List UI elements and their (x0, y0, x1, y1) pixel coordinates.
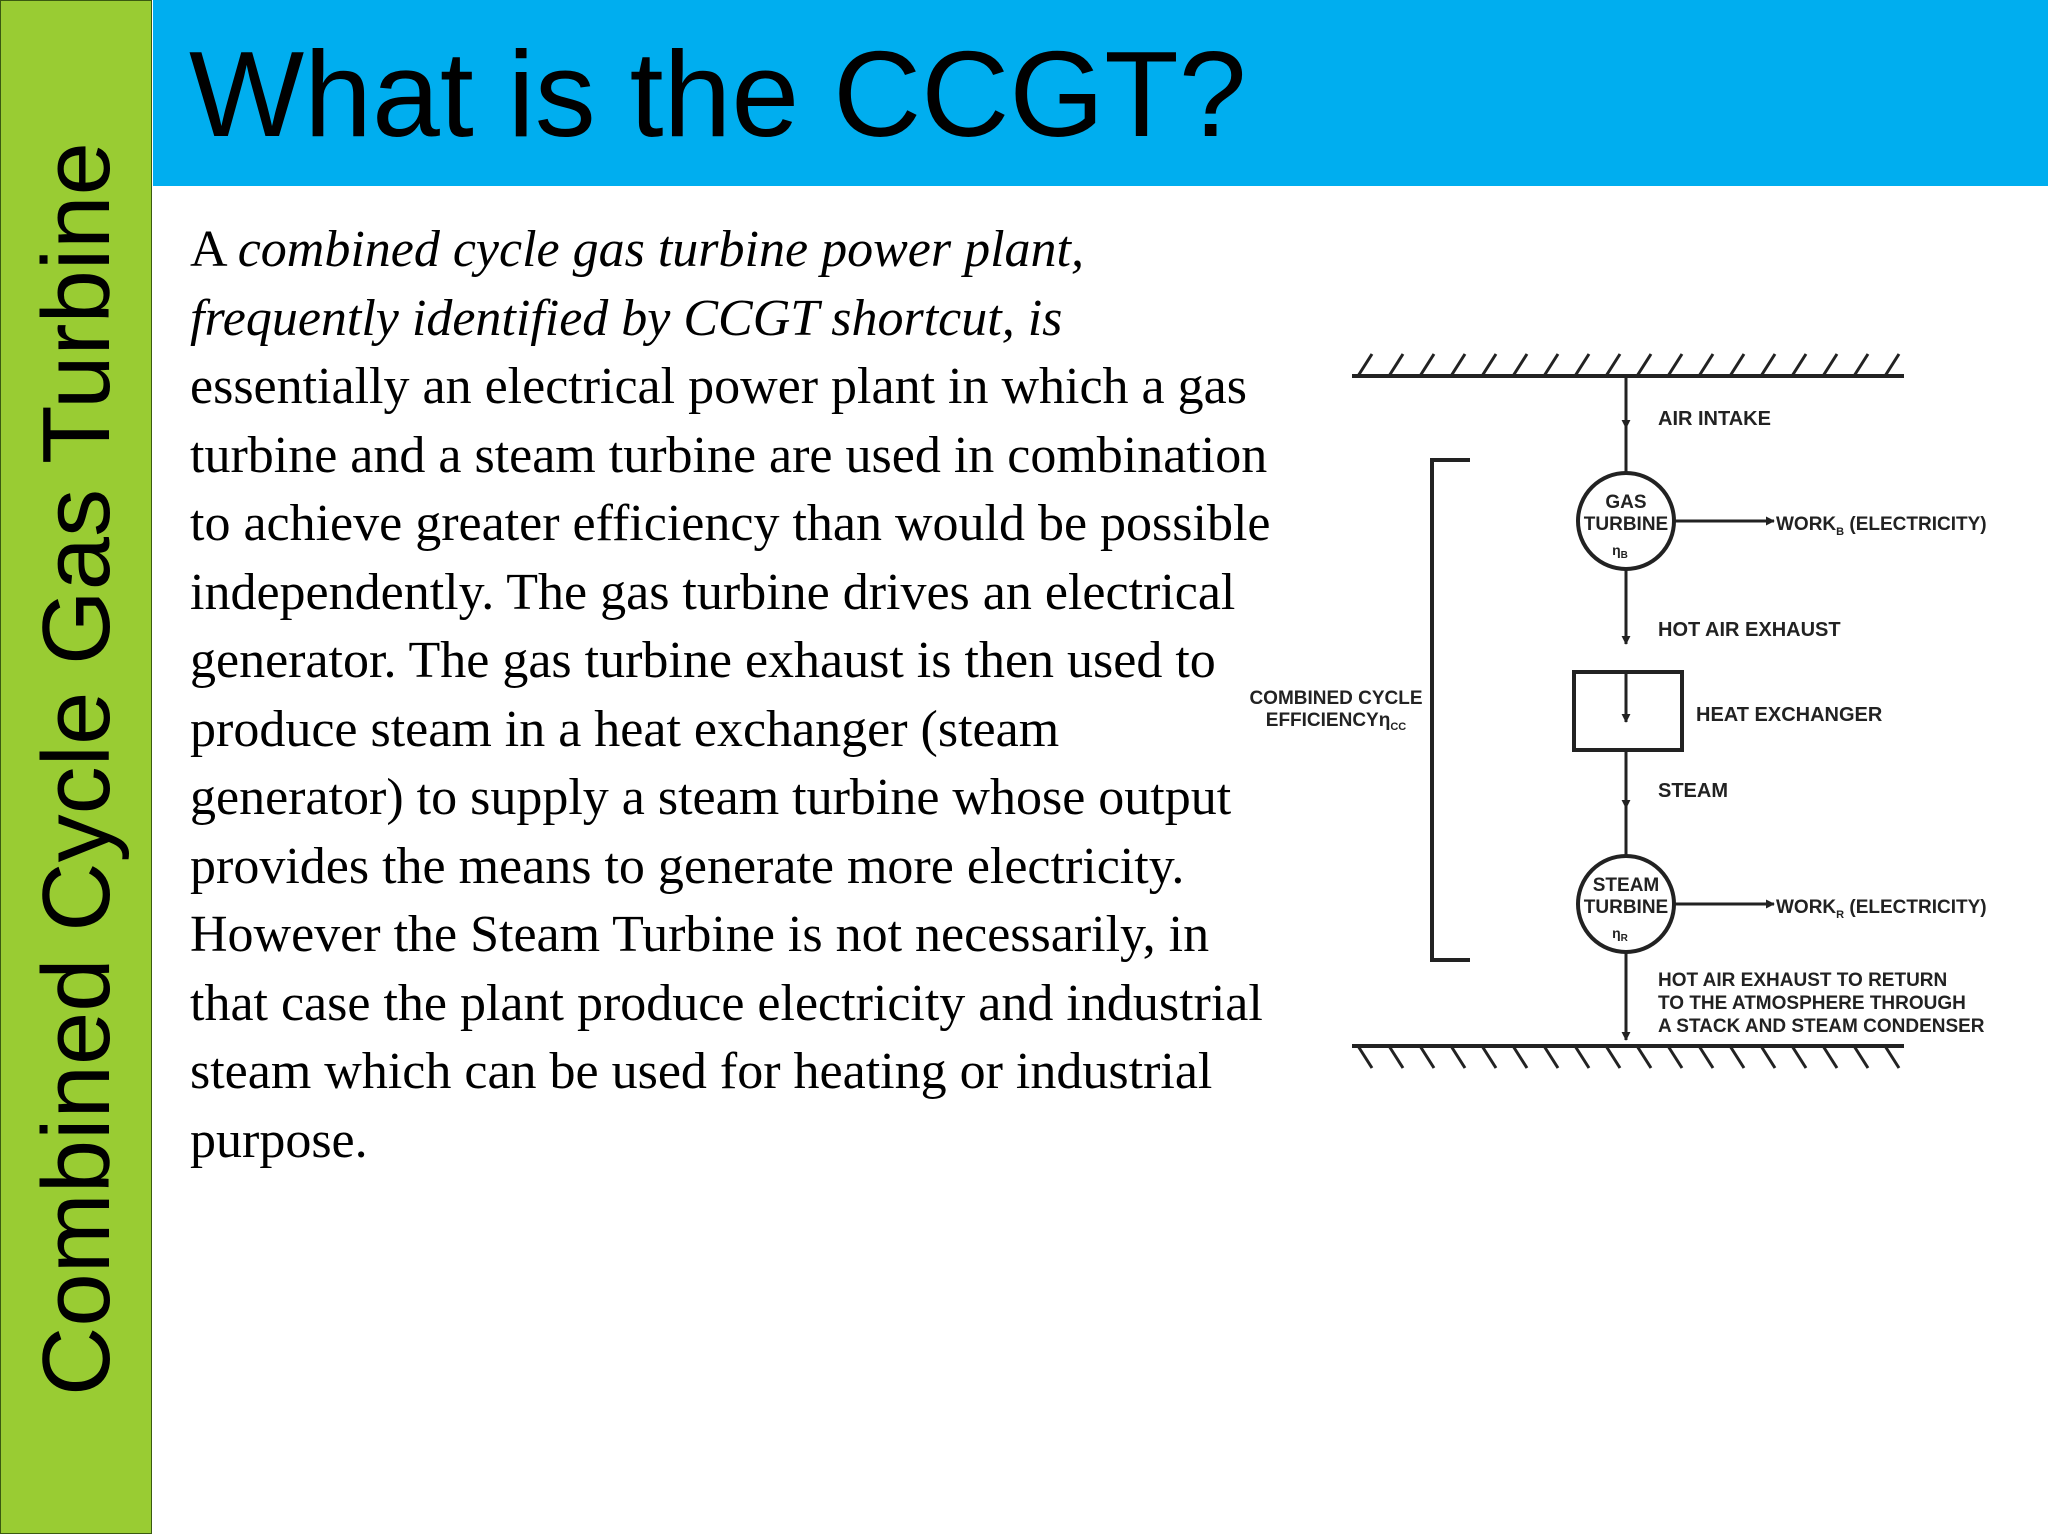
sidebar (0, 0, 152, 1534)
hatch-mark (1420, 354, 1434, 376)
body-lead: A (190, 221, 238, 278)
hatch-mark (1358, 1046, 1372, 1068)
hatch-mark (1544, 1046, 1558, 1068)
hatch-mark (1637, 354, 1651, 376)
hatch-mark (1606, 1046, 1620, 1068)
hatch-mark (1575, 354, 1589, 376)
steam-label: STEAM (1658, 780, 1728, 802)
heat-exchanger-label: HEAT EXCHANGER (1696, 704, 1883, 726)
combined-cycle-label-1: COMBINED CYCLE (1249, 688, 1423, 709)
hatch-mark (1761, 1046, 1775, 1068)
gas-eta: $\eta_B$ (1612, 542, 1628, 561)
ccgt-diagram (1240, 330, 2020, 1110)
hatch-mark (1606, 354, 1620, 376)
gas-turbine-label-1: GAS (1605, 492, 1647, 513)
top-ground-hatch (1358, 354, 1899, 376)
hatch-mark (1699, 1046, 1713, 1068)
hatch-mark (1792, 354, 1806, 376)
hatch-mark (1637, 1046, 1651, 1068)
hatch-mark (1451, 1046, 1465, 1068)
hot-air-exhaust-label: HOT AIR EXHAUST (1658, 619, 1841, 641)
hatch-mark (1792, 1046, 1806, 1068)
air-intake-label: AIR INTAKE (1658, 408, 1771, 430)
hatch-mark (1482, 354, 1496, 376)
header-bar (153, 0, 2048, 186)
exhaust-return-label-2: TO THE ATMOSPHERE THROUGH (1658, 993, 1966, 1014)
steam-turbine-label-1: STEAM (1592, 875, 1660, 896)
hatch-mark (1575, 1046, 1589, 1068)
hatch-mark (1761, 354, 1775, 376)
hatch-mark (1389, 1046, 1403, 1068)
steam-eta: $\eta_R$ (1612, 925, 1628, 944)
exhaust-return-label-3: A STACK AND STEAM CONDENSER (1658, 1016, 1985, 1037)
sidebar-title: Combined Cycle Gas Turbine (23, 142, 130, 1396)
exhaust-return-label-1: HOT AIR EXHAUST TO RETURN (1658, 970, 1948, 991)
hatch-mark (1451, 354, 1465, 376)
hatch-mark (1544, 354, 1558, 376)
steam-turbine-label-2: TURBINE (1583, 897, 1669, 918)
gas-work-label: $WORK_B$ (ELECTRICITY) (1776, 514, 1987, 538)
hatch-mark (1389, 354, 1403, 376)
page-title: What is the CCGT? (189, 26, 1247, 162)
hatch-mark (1668, 354, 1682, 376)
hatch-mark (1854, 354, 1868, 376)
hatch-mark (1482, 1046, 1496, 1068)
body-rest: essentially an electrical power plant in which a gas turbine and a steam turbine are used in combination to achieve greater efficiency than would be possible independently. The gas turbine drives an electrical generator. The gas turbine exhaust is then used to produce steam in a heat exchanger (steam generator) to supply a steam turbine whose output provides the means to generate more electricity. However the Steam Turbine is not necessarily, in that case the plant produce electricity and industrial steam which can be used for heating or industrial purpose. (190, 358, 1271, 1169)
hatch-mark (1358, 354, 1372, 376)
hatch-mark (1699, 354, 1713, 376)
combined-cycle-label-2: EFFICIENCYη$_{CC}$ (1265, 710, 1407, 733)
combined-cycle-bracket (1432, 460, 1470, 960)
hatch-mark (1823, 1046, 1837, 1068)
bottom-ground-hatch (1358, 1046, 1899, 1068)
hatch-mark (1885, 354, 1899, 376)
hatch-mark (1823, 354, 1837, 376)
heat-exchanger-box (1574, 672, 1682, 750)
hatch-mark (1854, 1046, 1868, 1068)
gas-turbine-label-2: TURBINE (1583, 514, 1669, 535)
hatch-mark (1885, 1046, 1899, 1068)
hatch-mark (1668, 1046, 1682, 1068)
body-italic: combined cycle gas turbine power plant, frequently identified by CCGT shortcut, is (190, 221, 1084, 347)
hatch-mark (1420, 1046, 1434, 1068)
steam-work-label: $WORK_R$ (ELECTRICITY) (1776, 897, 1987, 921)
hatch-mark (1513, 354, 1527, 376)
body-paragraph (190, 216, 1280, 1175)
hatch-mark (1730, 1046, 1744, 1068)
hatch-mark (1513, 1046, 1527, 1068)
hatch-mark (1730, 354, 1744, 376)
